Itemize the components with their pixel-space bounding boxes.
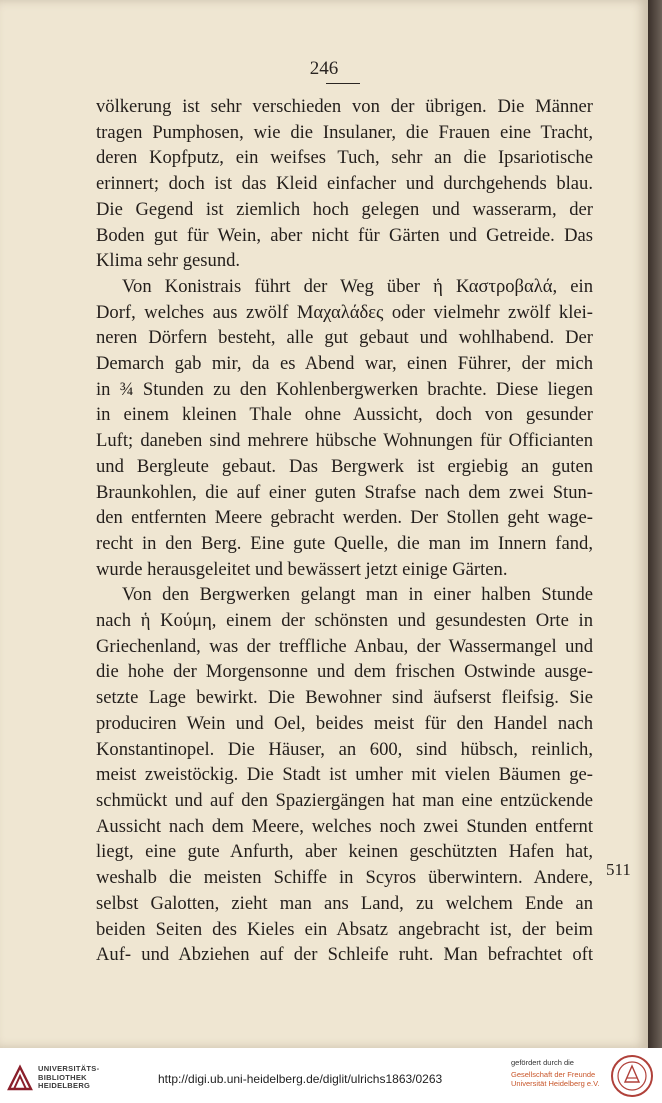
text-line: nach ἡ Κούμη, einem der schönsten und gesundesten Orte in [96,610,593,632]
text-line: Griechenland, was der treffliche Anbau, der Wassermangel und [96,635,593,657]
text-line: weshalb die meisten Schiffe in Scyros überwintern. Andere, [96,867,593,889]
text-line: meist zweistöckig. Die Stadt ist umher mit vielen Bäumen ge- [96,764,593,786]
footer [0,1048,662,1103]
book-spine-edge [648,0,662,1048]
text-line: völkerung ist sehr verschieden von der übrigen. Die Männer [96,96,593,117]
library-name-line: BIBLIOTHEK [38,1072,87,1082]
margin-page-reference: 511 [606,860,631,879]
text-line: Klima sehr gesund. [96,250,241,272]
body-text [96,94,593,968]
library-name [38,1065,99,1091]
sponsor-line: Universität Heidelberg e.V. [511,1079,600,1088]
page-number: 246 [309,58,339,79]
text-line: beiden Seiten des Kieles ein Absatz angebracht ist, der beim [96,918,593,940]
funded-by-label: gefördert durch die [511,1058,574,1067]
text-line: Auf- und Abziehen auf der Schleife ruht. Man befrachtet oft [96,944,593,966]
text-line: produciren Wein und Oel, beides meist für den Handel nach [96,712,593,734]
text-line: Dorf, welches aus zwölf Μαχαλάδες oder vielmehr zwölf klei- [96,301,593,323]
text-line: schmückt und auf den Spaziergängen hat man eine entzückende [96,789,593,811]
university-seal-icon [610,1054,654,1098]
text-line: wurde herausgeleitet und bewässert jetzt einige Gärten. [96,558,508,580]
text-line: Demarch gab mir, da es Abend war, einen Führer, der mich [96,353,593,375]
text-line: Von den Bergwerken gelangt man in einer halben Stunde [122,584,593,606]
text-line: selbst Galotten, zieht man ans Land, zu welchem Ende an [96,892,593,914]
text-line: Von Konistrais führt der Weg über ἡ Καστροβαλά, ein [122,275,593,297]
sponsor-name [511,1070,600,1088]
text-line: die hohe der Morgensonne und dem frischen Ostwinde ausge- [96,661,593,683]
text-line: Konstantinopel. Die Häuser, an 600, sind hübsch, reinlich, [96,738,593,760]
library-name-line: UNIVERSITÄTS- [38,1064,100,1073]
sponsor-line: Gesellschaft der Freunde [511,1070,596,1079]
library-logo-icon [6,1064,34,1092]
text-line: Braunkohlen, die auf einer guten Strafse nach dem zwei Stun- [96,481,593,503]
text-line: liegt, eine gute Anfurth, aber keinen geschützten Hafen hat, [96,841,593,863]
library-name-line: HEIDELBERG [38,1081,91,1090]
text-line: tragen Pumphosen, wie die Insulaner, die Frauen eine Tracht, [96,121,593,143]
text-line: und Bergleute gebaut. Das Bergwerk ist ergiebig an guten [96,455,593,477]
text-line: in einem kleinen Thale ohne Aussicht, doch von gesunder [96,404,593,426]
header-rule [326,83,360,84]
text-line: Luft; daneben sind mehrere hübsche Wohnungen für Officianten [96,430,593,452]
text-line: Boden gut für Wein, aber nicht für Gärten und Getreide. Das [96,224,593,246]
text-line: deren Kopfputz, ein weifses Tuch, sehr an die Ipsariotische [96,147,593,169]
text-line: setzte Lage bewirkt. Die Bewohner sind äufserst fleifsig. Sie [96,687,593,709]
permalink-url[interactable]: http://digi.ub.uni-heidelberg.de/diglit/ulrichs1863/0263 [158,1072,443,1086]
text-line: den entfernten Meere gebracht werden. Der Stollen geht wage- [96,507,593,529]
text-line: erinnert; doch ist das Kleid einfacher und durchgehends blau. [96,173,593,195]
text-line: in ¾ Stunden zu den Kohlenbergwerken brachte. Diese liegen [96,378,593,400]
text-line: Die Gegend ist ziemlich hoch gelegen und wasserarm, der [96,198,593,220]
text-line: recht in den Berg. Eine gute Quelle, die man im Innern fand, [96,532,593,554]
text-line: neren Dörfern besteht, alle gut gebaut und wohlhabend. Der [96,327,593,349]
text-line: Aussicht nach dem Meere, welches noch zwei Stunden entfernt [96,815,593,837]
